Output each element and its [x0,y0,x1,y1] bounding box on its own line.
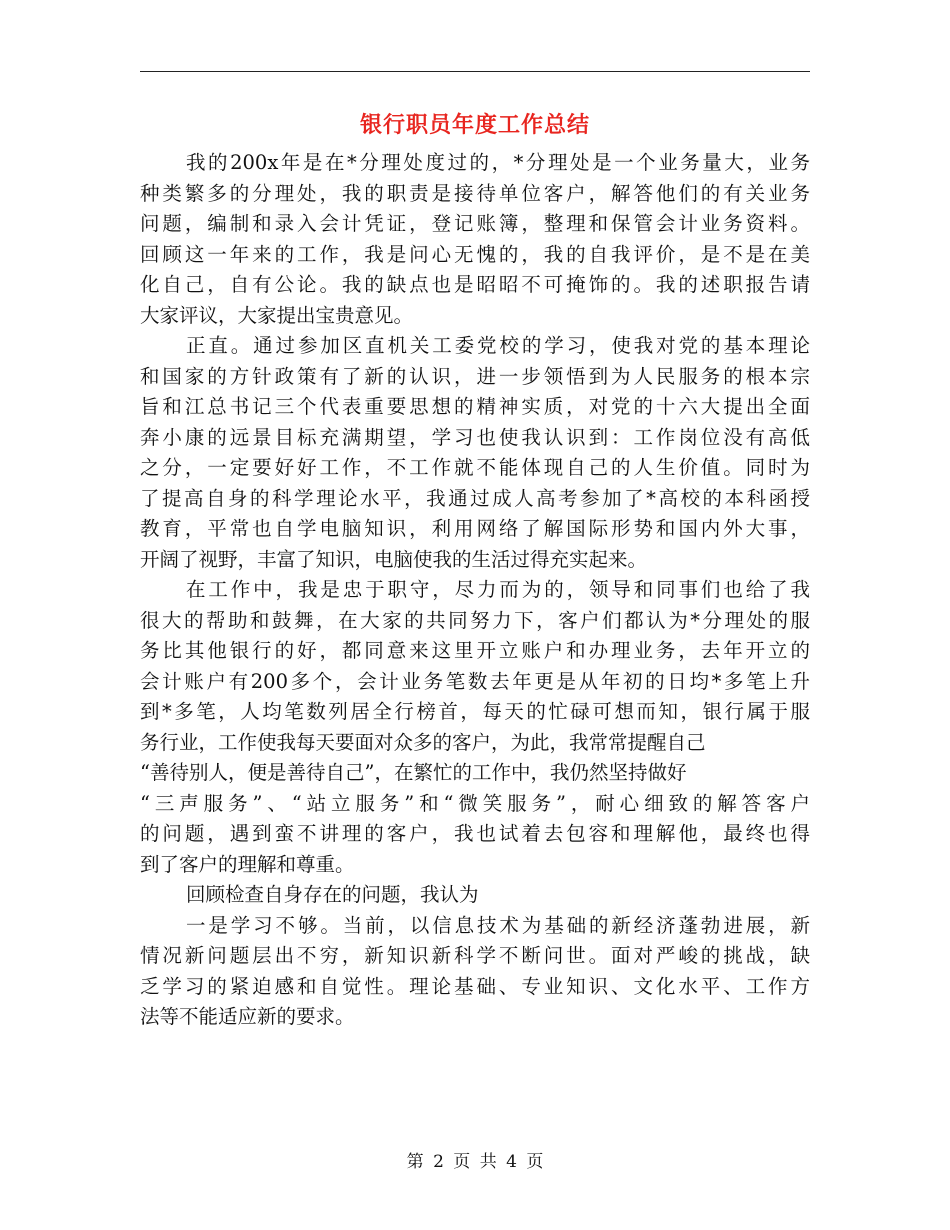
document-title: 银行职员年度工作总结 [359,112,590,138]
body-line: 了提高自身的科学理论水平，我通过成人高考参加了*高校的本科函授 [140,486,810,510]
body-line: 务行业，工作使我每天要面对众多的客户，为此，我常常提醒自己 [140,730,706,754]
page-number: 第 2 页 共 4 页 [406,1152,544,1172]
body-line: 我的200x年是在*分理处度过的，*分理处是一个业务量大，业务 [186,151,810,174]
body-line: 很大的帮助和鼓舞，在大家的共同努力下，客户们都认为*分理处的服 [140,608,810,632]
body-line: 大家评议，大家提出宝贵意见。 [140,303,414,327]
body-line: 回顾这一年来的工作，我是问心无愧的，我的自我评价，是不是在美 [140,242,810,266]
body-line: 问题，编制和录入会计凭证，登记账簿，整理和保管会计业务资料。 [140,212,810,235]
body-line: 到*多笔，人均笔数列居全行榜首，每天的忙碌可想而知，银行属于服 [140,700,810,723]
body-line: 开阔了视野，丰富了知识，电脑使我的生活过得充实起来。 [140,547,648,571]
body-line: 务比其他银行的好，都同意来这里开立账户和办理业务，去年开立的 [140,639,810,662]
body-line: “善待别人，便是善待自己”，在繁忙的工作中，我仍然坚持做好 [140,761,687,784]
body-line: 法等不能适应新的要求。 [140,1005,355,1028]
body-line: 到了客户的理解和尊重。 [140,852,355,876]
body-line: 的问题，遇到蛮不讲理的客户，我也试着去包容和理解他，最终也得 [140,822,810,845]
body-line: 旨和江总书记三个代表重要思想的精神实质，对党的十六大提出全面 [140,395,810,418]
body-line: 之分，一定要好好工作，不工作就不能体现自己的人生价值。同时为 [140,456,810,479]
body-line: 在工作中，我是忠于职守，尽力而为的，领导和同事们也给了我 [186,578,810,601]
body-line: 奔小康的远景目标充满期望，学习也使我认识到：工作岗位没有高低 [140,425,810,449]
body-line: 乏学习的紧迫感和自觉性。理论基础、专业知识、文化水平、工作方 [140,974,810,998]
document-body [140,148,810,1033]
body-line: 情况新问题层出不穷，新知识新科学不断问世。面对严峻的挑战，缺 [140,944,810,967]
body-line: 回顾检查自身存在的问题，我认为 [186,883,479,906]
body-line: 正直。通过参加区直机关工委党校的学习，使我对党的基本理论 [186,334,810,357]
header-rule [140,71,810,72]
body-line: 种类繁多的分理处，我的职责是接待单位客户，解答他们的有关业务 [140,181,810,205]
body-line: 会计账户有200多个，会计业务笔数去年更是从年初的日均*多笔上升 [140,669,810,693]
body-line: 一是学习不够。当前，以信息技术为基础的新经济蓬勃进展，新 [186,913,810,937]
body-line: “三声服务”、“站立服务”和“微笑服务”，耐心细致的解答客户 [140,791,810,815]
body-line: 教育，平常也自学电脑知识，利用网络了解国际形势和国内外大事， [140,517,810,540]
body-line: 和国家的方针政策有了新的认识，进一步领悟到为人民服务的根本宗 [140,364,810,388]
body-line: 化自己，自有公论。我的缺点也是昭昭不可掩饰的。我的述职报告请 [140,273,810,296]
